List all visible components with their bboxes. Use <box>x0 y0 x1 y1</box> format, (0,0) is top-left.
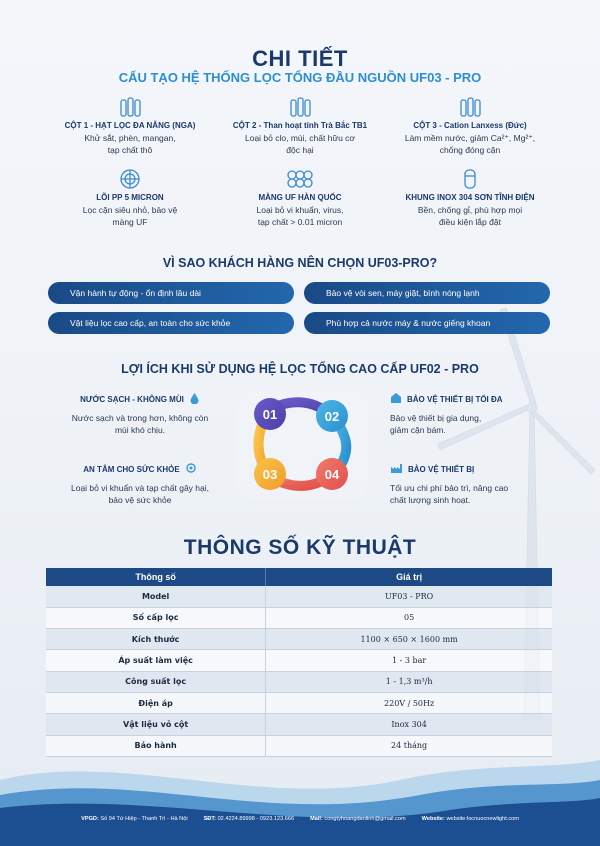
component-column-1 <box>40 96 220 156</box>
tank-icon <box>380 168 560 190</box>
component-column-2 <box>210 96 390 156</box>
spec-value: 24 tháng <box>266 735 552 756</box>
benefit-title: BẢO VỆ THIẾT BỊ <box>408 465 475 474</box>
benefit-desc: Tối ưu chi phí bảo trì, nâng cao <box>390 483 509 493</box>
spec-key: Công suất lọc <box>46 671 266 692</box>
spec-key: Kích thước <box>46 629 266 650</box>
benefit-number: 04 <box>324 467 340 482</box>
spec-title: THÔNG SỐ KỸ THUẬT <box>183 536 417 559</box>
component-column-3 <box>380 96 560 156</box>
factory-icon <box>390 462 403 478</box>
spec-value: Inox 304 <box>266 714 552 735</box>
benefit-desc: Bảo vệ thiết bị gia dụng, <box>390 413 482 423</box>
spec-value: 1 - 1,3 m³/h <box>266 671 552 692</box>
spec-header: Giá trị <box>266 568 552 586</box>
germ-icon <box>185 462 197 478</box>
benefit-title: BẢO VỆ THIẾT BỊ TỐI ĐA <box>407 395 503 404</box>
benefits-title: LỢI ÍCH KHI SỬ DỤNG HỆ LỌC TỔNG CAO CẤP UF02 - PRO <box>121 362 479 376</box>
table-row <box>46 671 552 692</box>
benefit-number: 03 <box>262 467 278 482</box>
spec-key: Vật liệu vỏ cột <box>46 714 266 735</box>
membrane-icon <box>210 168 390 190</box>
footer-phone: SĐT: 02.4224.89998 - 0923.123.666 <box>203 816 295 822</box>
component-title: CỘT 3 - Cation Lanxess (Đức) <box>413 121 527 130</box>
filter-columns-icon <box>210 96 390 118</box>
why-title: VÌ SAO KHÁCH HÀNG NÊN CHỌN UF03-PRO? <box>162 256 438 270</box>
table-row <box>46 650 552 671</box>
table-row <box>46 586 552 607</box>
component-desc: Khử sắt, phèn, mangan, <box>84 133 176 143</box>
spec-key: Áp suất làm việc <box>46 650 266 671</box>
component-uf-membrane <box>210 168 390 228</box>
spec-key: Điện áp <box>46 692 266 713</box>
why-item: Vật liệu lọc cao cấp, an toàn cho sức khỏe <box>48 312 294 334</box>
page-subtitle: CẤU TẠO HỆ THỐNG LỌC TỔNG ĐẦU NGUỒN UF03 - PRO <box>118 70 482 85</box>
component-desc: chống đóng cặn <box>439 145 501 155</box>
benefit-number: 02 <box>324 409 340 424</box>
spec-header: Thông số <box>46 568 266 586</box>
page-title: CHI TIẾT <box>252 46 348 71</box>
benefit-desc: giảm cặn bám. <box>390 425 446 435</box>
component-desc: tạp chất thô <box>107 145 153 155</box>
spec-value: 1100 × 650 × 1600 mm <box>266 629 552 650</box>
footer-contact <box>0 816 600 832</box>
spec-value: 05 <box>266 607 552 628</box>
component-desc: tạp chất > 0.01 micron <box>257 217 343 227</box>
benefit-title: NƯỚC SẠCH - KHÔNG MÙI <box>80 395 184 404</box>
component-title: CỘT 2 - Than hoạt tính Trà Bắc TB1 <box>232 121 368 130</box>
spec-table <box>46 568 552 757</box>
footer-website[interactable]: Website: website:locnuocnewlight.com <box>421 816 519 822</box>
spec-key: Số cấp lọc <box>46 607 266 628</box>
table-row <box>46 629 552 650</box>
table-row <box>46 607 552 628</box>
footer-mail[interactable]: Mail: congtyhoangdanlinh@gmail.com <box>310 816 406 822</box>
why-item: Vận hành tự động - ổn định lâu dài <box>48 282 294 304</box>
component-desc: Bền, chống gỉ, phù hợp mọi <box>417 205 523 215</box>
benefit-title: AN TÂM CHO SỨC KHỎE <box>83 465 180 474</box>
benefit-number: 01 <box>262 407 278 422</box>
water-drop-icon <box>189 392 200 408</box>
why-item: Bảo vệ vòi sen, máy giặt, bình nóng lạnh <box>304 282 550 304</box>
component-desc: Loại bỏ vi khuẩn, virus, <box>256 205 344 215</box>
benefit-desc: mùi khó chịu. <box>114 425 166 435</box>
spec-key: Model <box>46 586 266 607</box>
component-title: KHUNG INOX 304 SƠN TĨNH ĐIỆN <box>405 193 535 202</box>
component-desc: màng UF <box>112 217 148 227</box>
component-title: CỘT 1 - HẠT LỌC ĐA NĂNG (NGA) <box>64 121 196 130</box>
footer-office: VPGD: Số 94 Tứ Hiệp - Thanh Trì - Hà Nội <box>81 816 188 822</box>
benefits-diagram <box>232 384 372 504</box>
component-desc: độc hại <box>286 145 314 155</box>
house-icon <box>390 392 402 408</box>
component-desc: Làm mềm nước, giảm Ca²⁺, Mg²⁺, <box>404 133 536 143</box>
benefit-equipment <box>390 462 560 506</box>
component-title: LÕI PP 5 MICRON <box>96 193 164 202</box>
component-title: MÀNG UF HÀN QUỐC <box>258 193 342 202</box>
component-desc: điều kiện lắp đặt <box>439 217 501 227</box>
component-inox-frame <box>380 168 560 228</box>
spec-value: 1 - 3 bar <box>266 650 552 671</box>
benefit-desc: Loại bỏ vi khuẩn và tạp chất gây hại, <box>71 483 209 493</box>
benefit-health <box>55 462 225 506</box>
filter-columns-icon <box>40 96 220 118</box>
filter-columns-icon <box>380 96 560 118</box>
component-desc: Loại bỏ clo, mùi, chất hữu cơ <box>244 133 355 143</box>
spec-value: 220V / 50Hz <box>266 692 552 713</box>
spec-value: UF03 - PRO <box>266 586 552 607</box>
benefit-clean-water <box>55 392 225 436</box>
benefit-device-protection <box>390 392 560 436</box>
why-item: Phù hợp cả nước máy & nước giếng khoan <box>304 312 550 334</box>
table-row <box>46 692 552 713</box>
component-pp-core <box>40 168 220 228</box>
pp-core-icon <box>40 168 220 190</box>
spec-key: Bảo hành <box>46 735 266 756</box>
benefit-desc: bảo vệ sức khỏe <box>108 495 172 505</box>
table-row <box>46 714 552 735</box>
component-desc: Lọc cặn siêu nhỏ, bảo vệ <box>82 205 178 215</box>
benefit-desc: Nước sạch và trong hơn, không còn <box>71 413 209 423</box>
benefit-desc: chất lượng sinh hoạt. <box>390 495 471 505</box>
